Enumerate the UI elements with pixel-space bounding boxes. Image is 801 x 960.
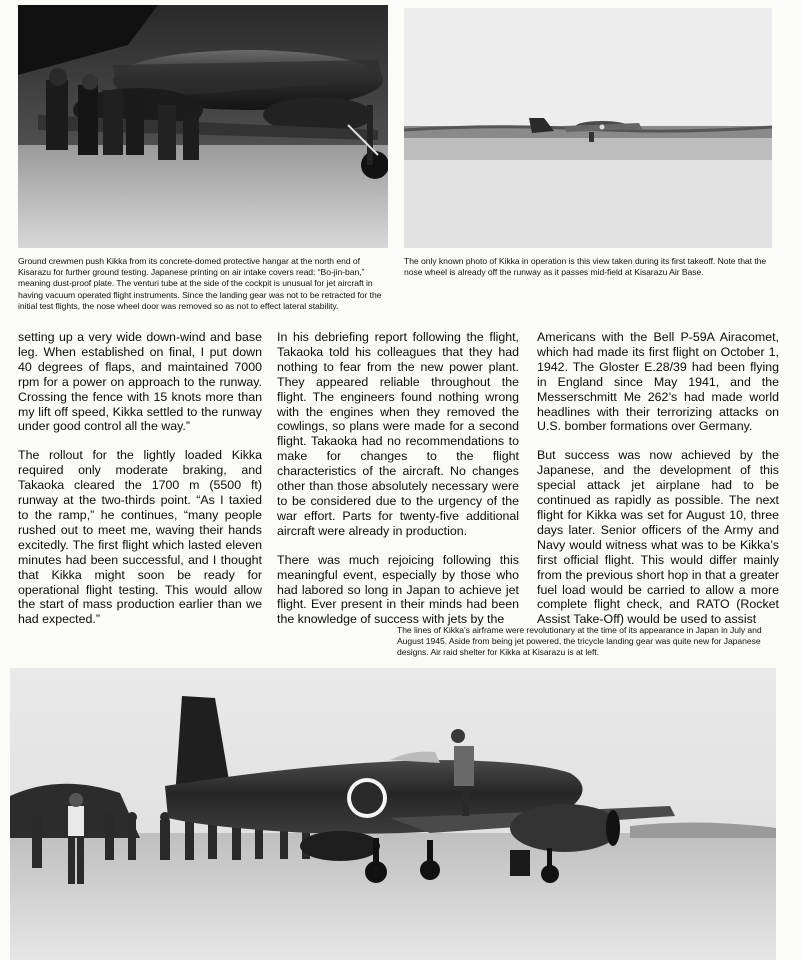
photo-first-takeoff: [404, 8, 772, 248]
photo-kikka-airframe: [10, 668, 776, 960]
caption-takeoff-photo: The only known photo of Kikka in operation is this view taken during its first takeoff. Note that the nose wheel is already off the runway as it passes mid-field at Kisarazu Air Base.: [404, 256, 767, 278]
caption-hangar-photo: Ground crewmen push Kikka from its concrete-domed protective hangar at the north end of Kisarazu for further ground testing. Japanese printing on air intake covers read: “Bo-jin-ban,” meaning dust-proof plate. The venturi tube at the side of the cockpit is unusual for jet aircraft in having vacuum operated flight instruments. Since the landing gear was not to be retracted for the initial test flights, the nose wheel door was removed so as not to effect lateral stability.: [18, 256, 382, 311]
text-column-2: [277, 330, 519, 641]
text-column-3: [537, 330, 779, 641]
photo-hangar-pushout: [18, 5, 388, 248]
paragraph: The rollout for the lightly loaded Kikka required only moderate braking, and Takaoka cleared the 1700 m (5500 ft) runway at the two-thirds point. “As I taxied to the ramp,” he continues, “many people rushed out to meet me, waving their hands excitedly. The first flight which lasted eleven minutes had been successful, and I thought that Kikka might soon be ready for operational flight testing. This would allow the start of mass production earlier than we had expected.”: [18, 448, 262, 627]
paragraph: Americans with the Bell P-59A Airacomet, which had made its first flight on October 1, 1942. The Gloster E.28/39 had been flying in England since May 1941, and the Messerschmitt Me 262’s had made world headlines with their terrorizing attacks on U.S. bomber formations over Germany.: [537, 330, 779, 434]
text-column-1: [18, 330, 262, 641]
paragraph: But success was now achieved by the Japanese, and the development of this special attack jet airplane had to be continued as rapidly as possible. The next flight for Kikka was set for August 10, three days later. Senior officers of the Army and Navy would witness what was to be Kikka’s first official flight. This would differ mainly from the previous short hop in that a greater fuel load would be carried to allow a more complete flight check, and RATO (Rocket Assist Take-Off) would be used to assist: [537, 448, 779, 627]
paragraph: There was much rejoicing following this meaningful event, especially by those who had labored so long in Japan to achieve jet flight. Ever present in their minds had been the knowledge of success with jets by the: [277, 552, 519, 627]
caption-airframe-photo: The lines of Kikka’s airframe were revolutionary at the time of its appearance in Japan in July and August 1945. Aside from being jet powered, the tricycle landing gear was quite new for Japanese designs. Air raid shelter for Kikka at Kisarazu is at left.: [397, 625, 762, 658]
paragraph: In his debriefing report following the flight, Takaoka told his colleagues that they had nothing to fear from the new power plant. They appeared reliable throughout the flight. The engineers found nothing wrong with the engines when they removed the cowlings, so plans were made for a second flight. Takaoka had no recommendations to make for changes to the flight characteristics of the aircraft. No changes other than those absolutely necessary were to be considered due to the urgency of the war effort. Parts for twenty-five additional aircraft were already in production.: [277, 330, 519, 538]
paragraph: setting up a very wide down-wind and base leg. When established on final, I put down 40 degrees of flaps, and maintained 7000 rpm for a power on approach to the runway. Crossing the fence with 15 knots more than my lift off speed, Kikka settled to the runway under good control all the way.”: [18, 330, 262, 434]
